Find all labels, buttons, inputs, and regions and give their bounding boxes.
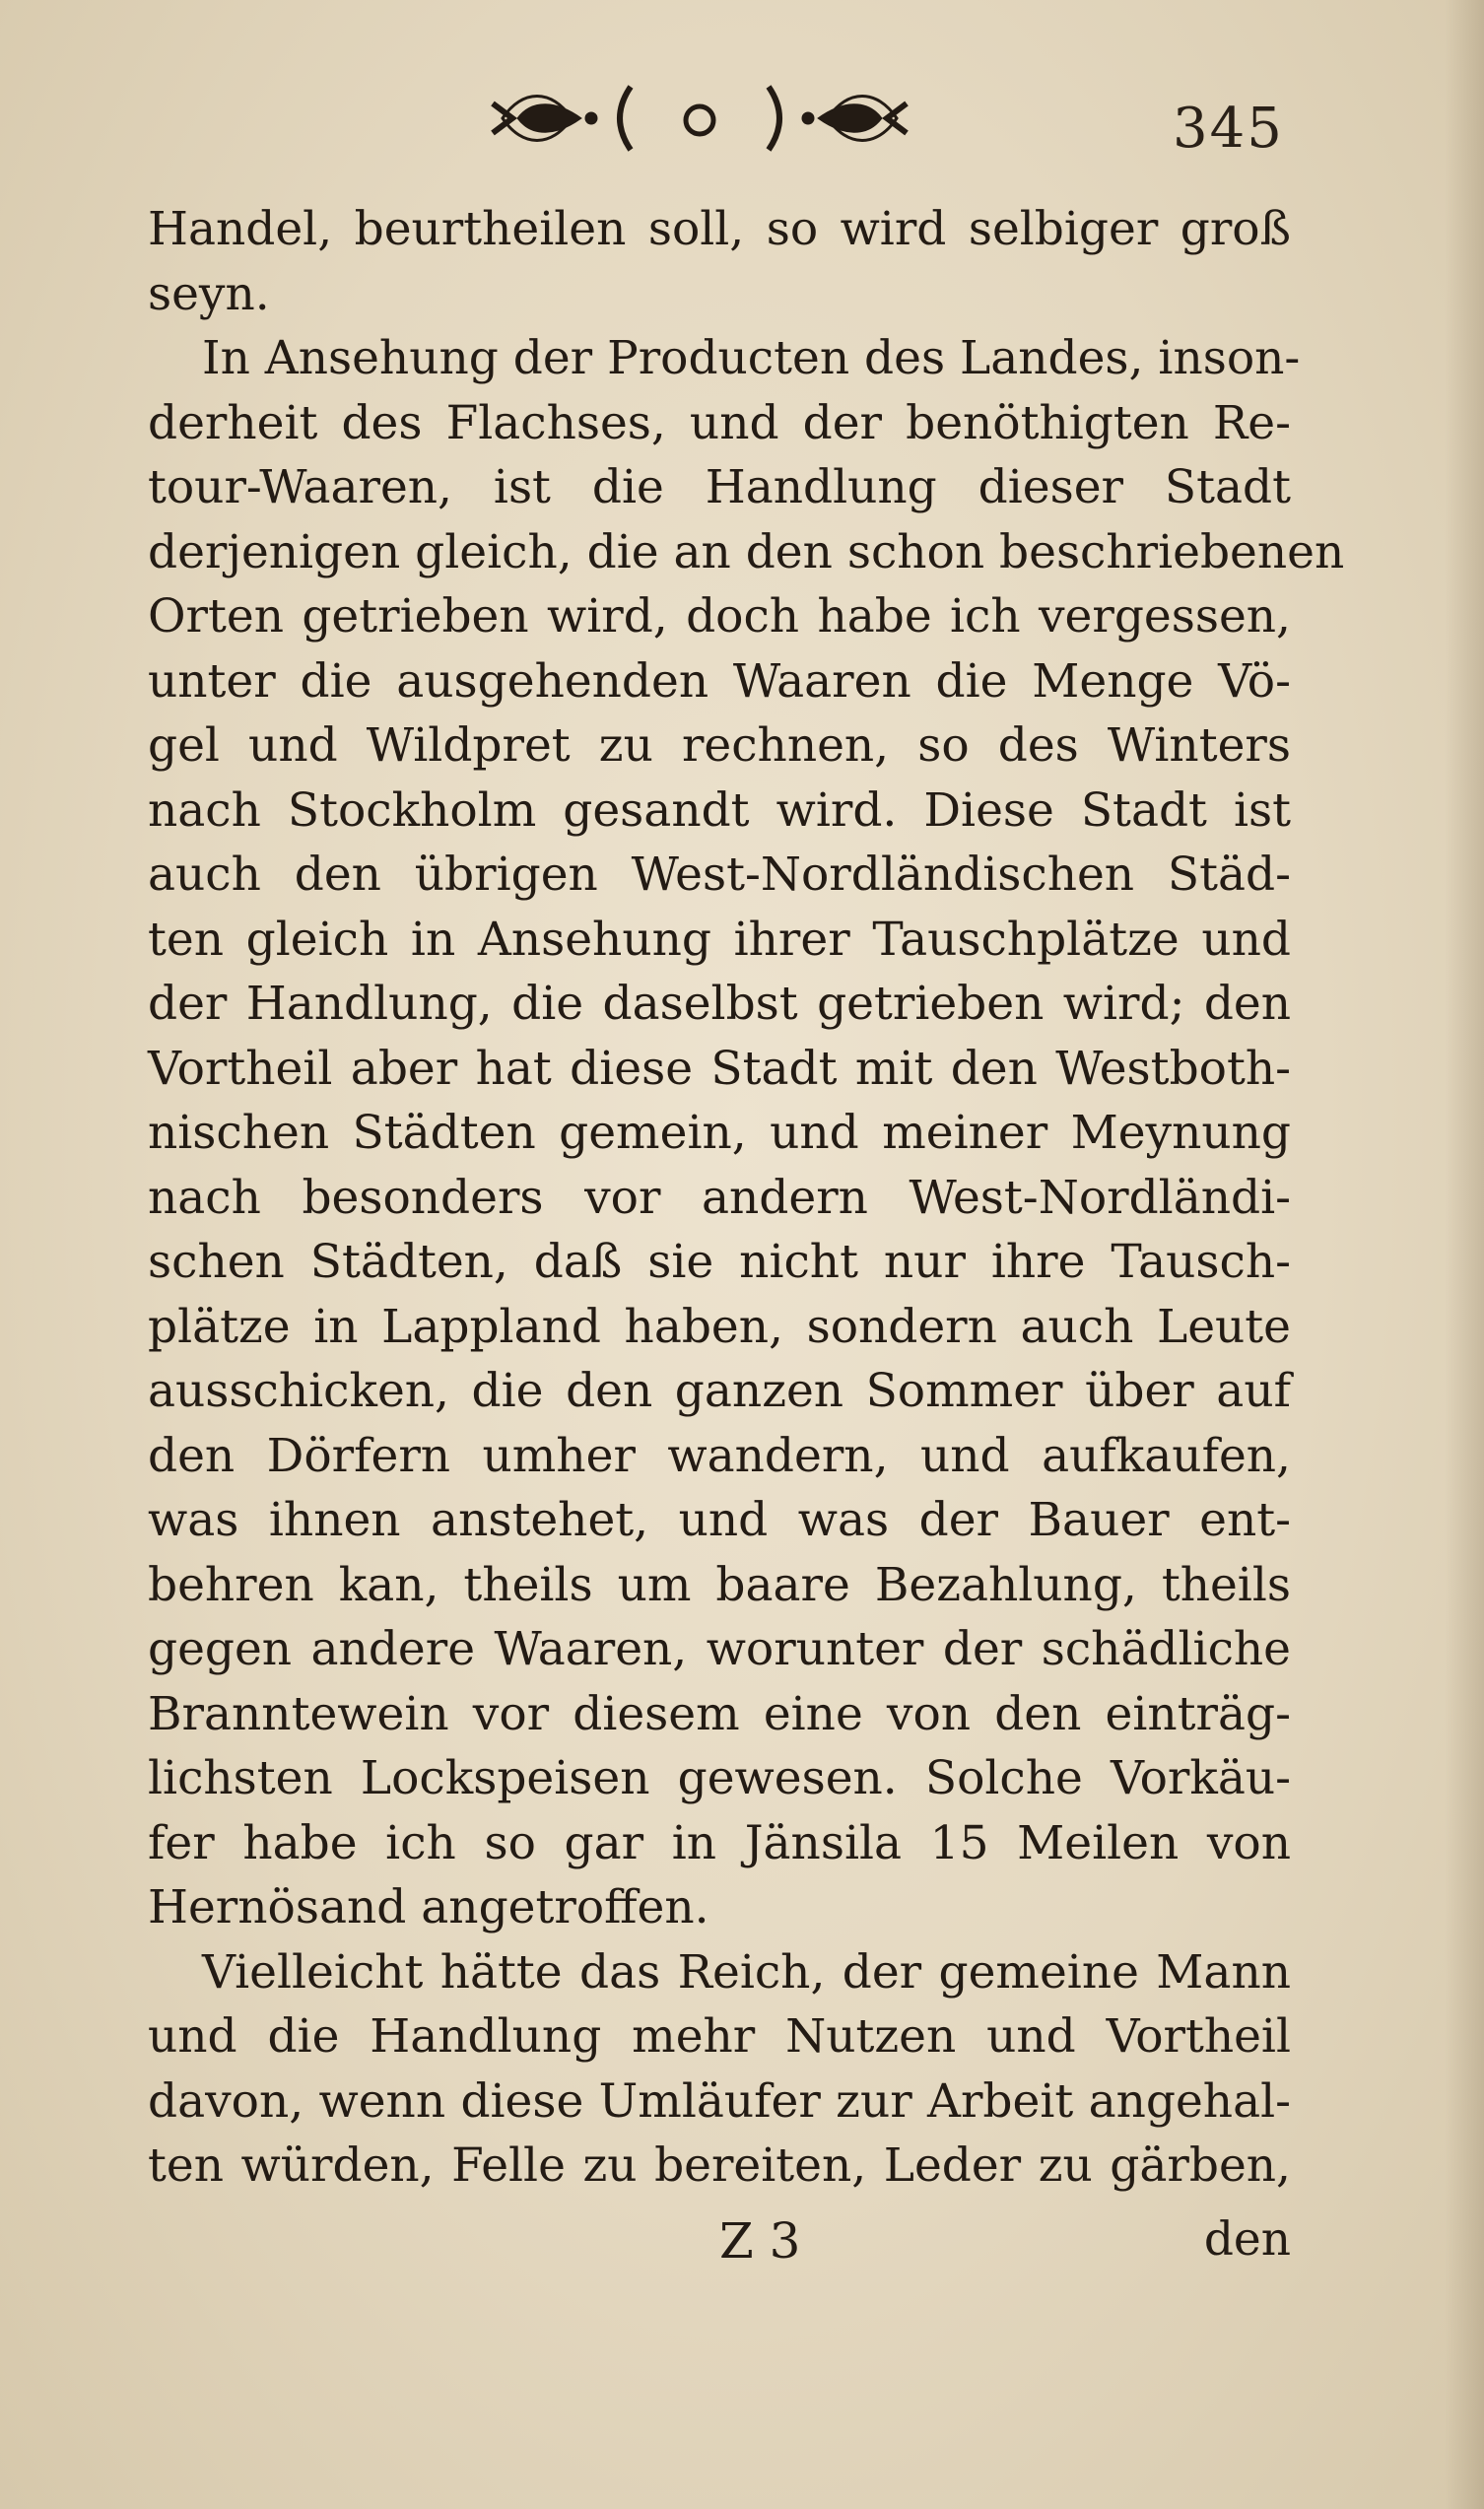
text-line: den Dörfern umher wandern, und aufkaufen, — [148, 1428, 1291, 1483]
text-line: und die Handlung mehr Nutzen und Vortheil — [148, 2009, 1291, 2064]
text-line: unter die ausgehenden Waaren die Menge Vö- — [148, 653, 1291, 709]
text-line: tour-Waaren, ist die Handlung dieser Stadt — [148, 460, 1291, 514]
text-line: davon, wenn diese Umläufer zur Arbeit angehal- — [148, 2073, 1291, 2129]
text-line: seyn. — [148, 266, 270, 321]
text-line: Vortheil aber hat diese Stadt mit den Westboth- — [148, 1041, 1291, 1096]
text-line: plätze in Lappland haben, sondern auch Leute — [148, 1299, 1291, 1354]
page-header — [148, 69, 1284, 177]
text-line: In Ansehung der Producten des Landes, inson- — [202, 331, 1301, 385]
text-line: nach besonders vor andern West-Nordländi- — [148, 1170, 1291, 1225]
text-line: gel und Wildpret zu rechnen, so des Winters — [148, 718, 1291, 773]
text-line: nischen Städten gemein, und meiner Meynung — [148, 1106, 1291, 1160]
page-edge-shadow — [1445, 0, 1484, 2509]
text-line: derjenigen gleich, die an den schon beschriebenen — [148, 524, 1345, 579]
text-line: ausschicken, die den ganzen Sommer über auf — [148, 1364, 1291, 1418]
signature-mark: Z 3 — [719, 2212, 801, 2270]
text-line: Orten getrieben wird, doch habe ich vergessen, — [148, 589, 1291, 644]
text-line: Branntewein vor diesem eine von den einträg- — [148, 1686, 1291, 1741]
text-line: schen Städten, daß sie nicht nur ihre Tausch- — [148, 1235, 1291, 1289]
text-line: Hernösand angetroffen. — [148, 1880, 709, 1934]
text-line: was ihnen anstehet, und was der Bauer ent- — [148, 1493, 1291, 1547]
text-line: lichsten Lockspeisen gewesen. Solche Vorkäu- — [148, 1751, 1291, 1805]
body-text — [148, 197, 1345, 2199]
text-line: ten gleich in Ansehung ihrer Tauschplätze und — [148, 912, 1291, 967]
text-line: der Handlung, die daselbst getrieben wird; den — [148, 977, 1291, 1031]
ornament-icon — [483, 69, 916, 168]
text-line: fer habe ich so gar in Jänsila 15 Meilen von — [148, 1815, 1291, 1870]
page-number: 345 — [1173, 97, 1284, 161]
text-line: derheit des Flachses, und der benöthigten Re- — [148, 395, 1291, 450]
text-line: Handel, beurtheilen soll, so wird selbiger groß — [148, 202, 1291, 256]
text-line: gegen andere Waaren, worunter der schädliche — [148, 1622, 1291, 1676]
catchword: den — [1203, 2212, 1291, 2267]
text-line: ten würden, Felle zu bereiten, Leder zu gärben, — [148, 2138, 1291, 2193]
page-footer — [148, 2212, 1291, 2281]
text-line: Vielleicht hätte das Reich, der gemeine Mann — [202, 1944, 1291, 2000]
text-line: behren kan, theils um baare Bezahlung, theils — [148, 1557, 1291, 1612]
text-line: auch den übrigen West-Nordländischen Städ- — [148, 848, 1291, 902]
text-line: nach Stockholm gesandt wird. Diese Stadt ist — [148, 782, 1291, 838]
